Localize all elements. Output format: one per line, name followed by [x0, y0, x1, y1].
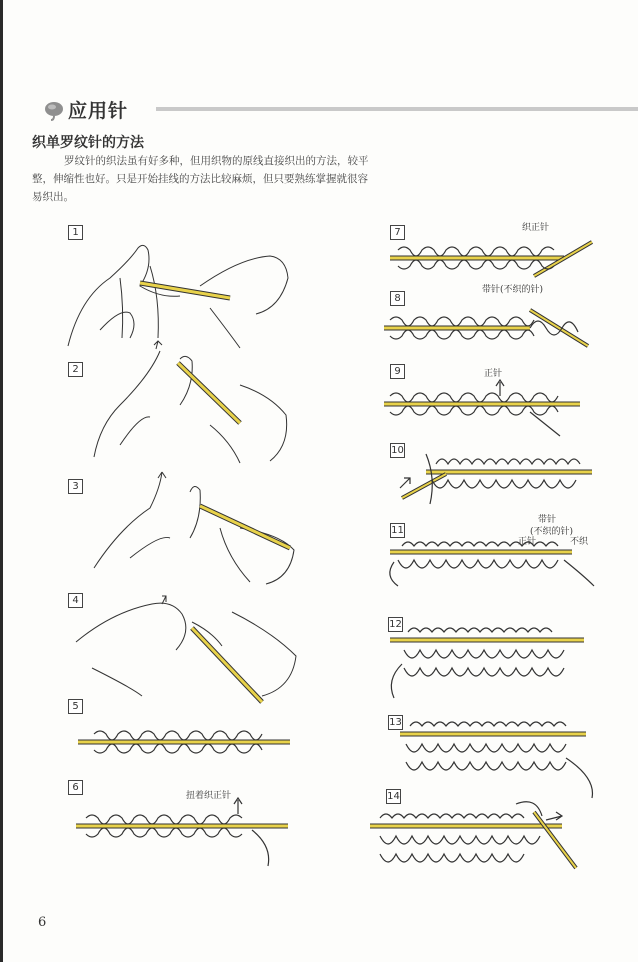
step-8-note: 带针(不织的针) [482, 285, 544, 295]
header-rule [156, 107, 638, 111]
step-number: 5 [68, 699, 83, 714]
step-2-illustration [90, 345, 290, 465]
step-6-illustration [72, 796, 292, 870]
step-number: 1 [68, 225, 83, 240]
step-number: 14 [387, 791, 400, 802]
step-number: 11 [391, 525, 404, 536]
step-number: 6 [68, 780, 83, 795]
step-number: 2 [68, 362, 83, 377]
step-11-note-d: 不织 [570, 537, 589, 547]
section-title: 应用针 [68, 100, 129, 122]
step-number: 10 [391, 445, 404, 456]
step-number: 4 [68, 593, 83, 608]
step-9-illustration [380, 378, 592, 438]
step-11-note-a: 带针 [538, 515, 557, 525]
step-14-illustration [366, 796, 590, 886]
step-11-note-b: (不织的针) [530, 527, 574, 537]
step-5-illustration [74, 722, 294, 762]
step-11-illustration [384, 540, 600, 590]
step-number: 3 [68, 479, 83, 494]
step-6-note: 扭着织正针 [186, 791, 232, 801]
section-header [44, 96, 638, 124]
intro-paragraph: 罗纹针的织法虽有好多种，但用织物的原线直接织出的方法，较平整，伸缩性也好。只是开始挂线的方法比较麻烦，但只要熟练掌握就很容易织出。 [32, 155, 369, 203]
page-number: 6 [38, 915, 47, 930]
step-7-note: 织正针 [522, 223, 550, 233]
step-9-note: 正针 [484, 369, 503, 379]
step-12-illustration [380, 624, 592, 702]
step-11-note-c: 正针 [518, 537, 537, 547]
step-10-illustration [396, 448, 596, 510]
step-8-illustration [380, 300, 592, 358]
step-number: 8 [390, 291, 405, 306]
step-number: 12 [389, 619, 402, 630]
step-1-illustration [60, 238, 300, 353]
step-number: 7 [390, 225, 405, 240]
step-7-illustration [384, 236, 596, 280]
page-edge [0, 0, 3, 962]
step-13-illustration [396, 712, 600, 802]
subtitle: 织单罗纹针的方法 [32, 135, 144, 151]
step-number: 13 [389, 717, 402, 728]
step-4-illustration [72, 592, 300, 702]
step-number: 9 [390, 364, 405, 379]
step-3-illustration [90, 468, 300, 588]
yarn-ball-icon [44, 100, 64, 120]
